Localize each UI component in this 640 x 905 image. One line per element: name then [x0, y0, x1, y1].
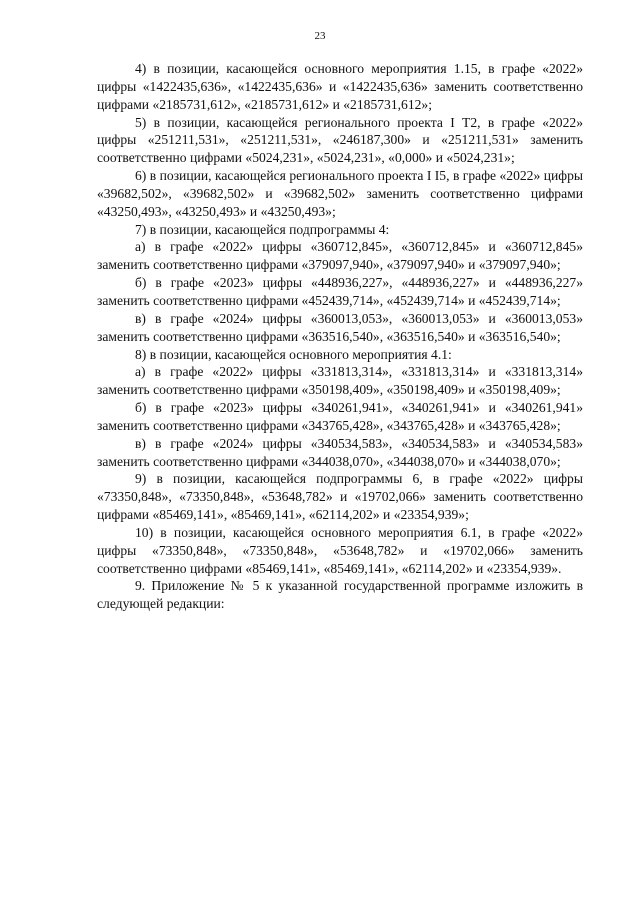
paragraph-item-7: 7) в позиции, касающейся подпрограммы 4: — [135, 221, 390, 237]
paragraph-item-8a: а) в графе «2022» цифры «331813,314», «331813,314» и «331813,314» заменить соответственно цифрами «350198,409», «350198,409» и «350198,409»; — [97, 364, 583, 398]
paragraph-section-9: 9. Приложение № 5 к указанной государственной программе изложить в следующей редакции: — [97, 578, 583, 612]
paragraph-item-6: 6) в позиции, касающейся регионального проекта I I5, в графе «2022» цифры «39682,502», «39682,502» и «39682,502» заменить соответственно цифрами «43250,493», «43250,493» и «43250,493»; — [97, 168, 583, 219]
paragraph-item-4: 4) в позиции, касающейся основного мероприятия 1.15, в графе «2022» цифры «1422435,636», «1422435,636» и «1422435,636» заменить соответственно цифрами «2185731,612», «2185731,612» и «2185731,612»; — [97, 61, 583, 112]
paragraph-item-7a: а) в графе «2022» цифры «360712,845», «360712,845» и «360712,845» заменить соответственно цифрами «379097,940», «379097,940» и «379097,940»; — [97, 239, 583, 273]
paragraph-item-10: 10) в позиции, касающейся основного мероприятия 6.1, в графе «2022» цифры «73350,848», «73350,848», «53648,782» и «19702,066» заменить соответственно цифрами «85469,141», «85469,141», «62114,202» и «23354,939». — [97, 524, 583, 576]
page-number: 23 — [314, 30, 326, 42]
paragraph-item-8: 8) в позиции, касающейся основного мероприятия 4.1: — [135, 346, 452, 362]
paragraph-item-8v: в) в графе «2024» цифры «340534,583», «340534,583» и «340534,583» заменить соответственно цифрами «344038,070», «344038,070» и «344038,070»; — [97, 435, 583, 469]
paragraph-item-7v: в) в графе «2024» цифры «360013,053», «360013,053» и «360013,053» заменить соответственно цифрами «363516,540», «363516,540» и «363516,540»; — [97, 310, 583, 344]
paragraph-item-9: 9) в позиции, касающейся подпрограммы 6, в графе «2022» цифры «73350,848», «73350,848», «53648,782» и «19702,066» заменить соответственно цифрами «85469,141», «85469,141», «62114,202» и «23354,939»; — [97, 471, 583, 523]
document-body — [97, 60, 583, 613]
paragraph-item-5: 5) в позиции, касающейся регионального проекта I Т2, в графе «2022» цифры «251211,531», «251211,531», «246187,300» и «251211,531» заменить соответственно цифрами «5024,231», «5024,231», «0,000» и «5024,231»; — [97, 114, 583, 166]
paragraph-item-8b: б) в графе «2023» цифры «340261,941», «340261,941» и «340261,941» заменить соответственно цифрами «343765,428», «343765,428» и «343765,428»; — [97, 400, 583, 433]
paragraph-item-7b: б) в графе «2023» цифры «448936,227», «448936,227» и «448936,227» заменить соответственно цифрами «452439,714», «452439,714» и «452439,714»; — [97, 275, 583, 308]
